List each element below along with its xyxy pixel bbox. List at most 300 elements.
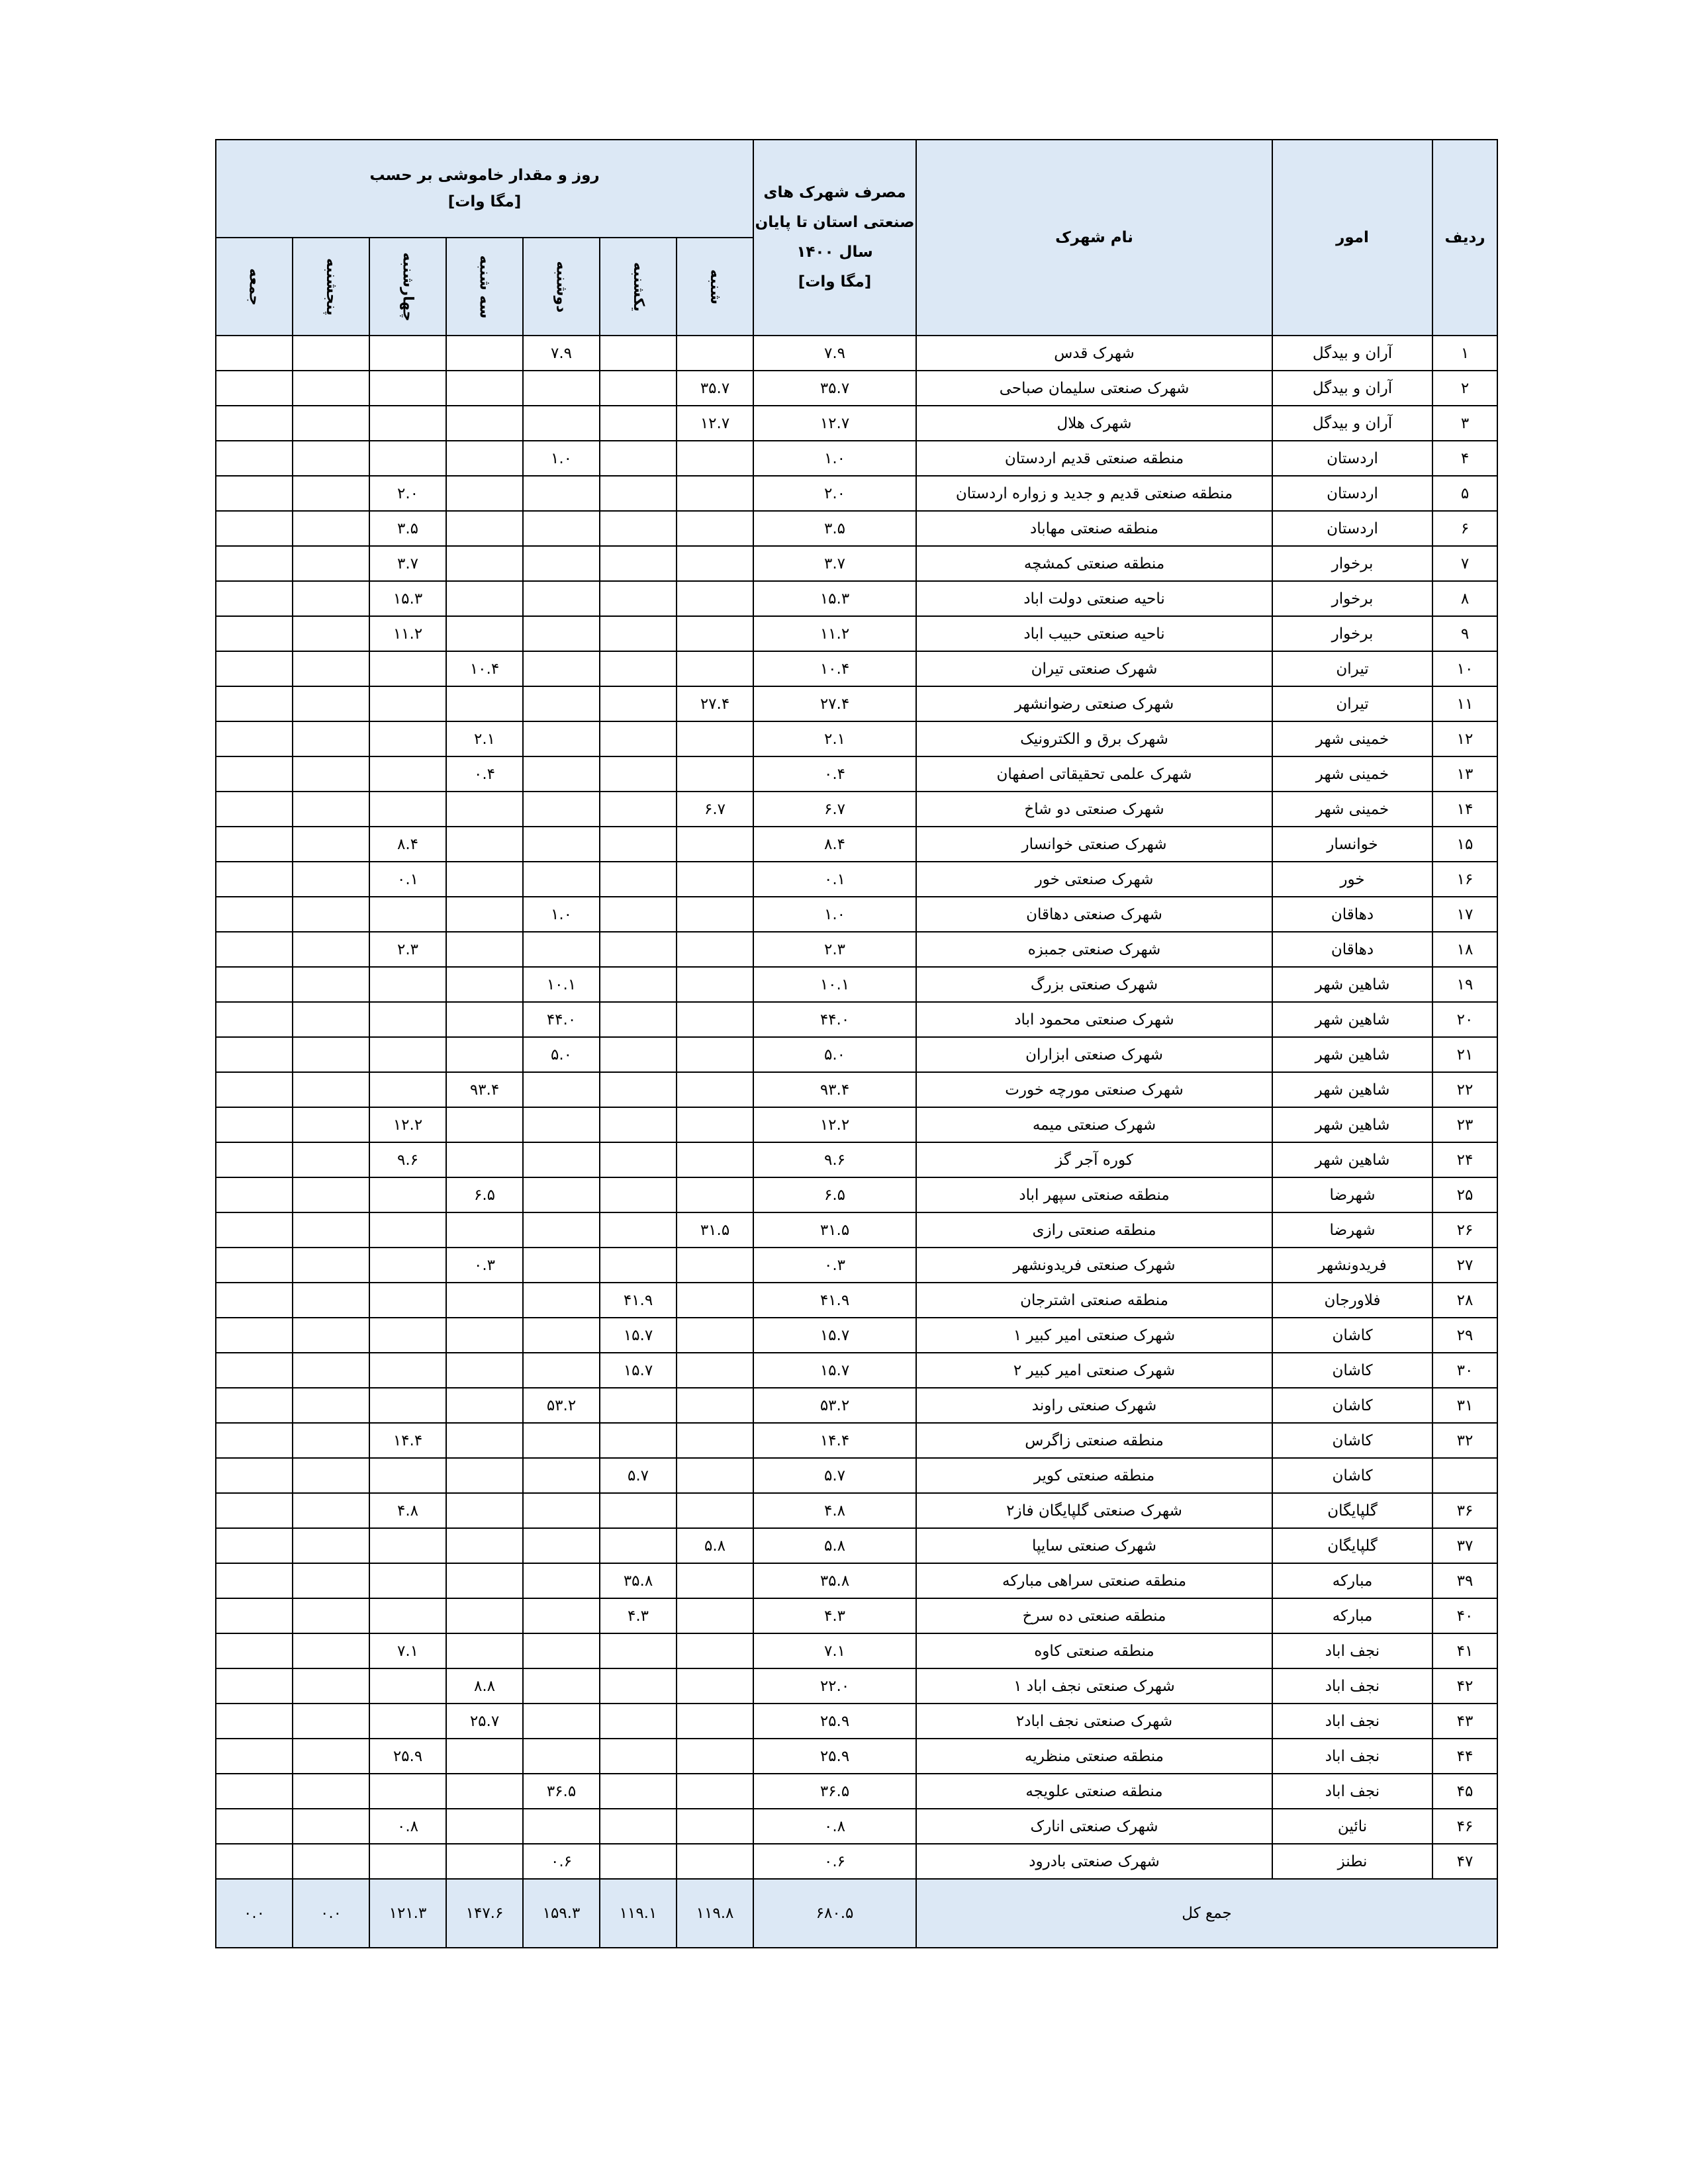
day-value-cell (216, 1248, 293, 1283)
day-value-cell: ۳۱.۵ (677, 1212, 753, 1248)
day-value-cell (216, 1388, 293, 1423)
day-value-cell (446, 1142, 523, 1177)
day-value-cell (523, 371, 600, 406)
day-value-cell (446, 1212, 523, 1248)
total-day-cell: ۰.۰ (216, 1879, 293, 1948)
day-value-cell (446, 932, 523, 967)
day-value-cell (216, 651, 293, 686)
table-row (216, 792, 1497, 827)
day-value-cell (523, 1423, 600, 1458)
consumption-header-line1: مصرف شهرک های (763, 184, 906, 202)
row-number-cell: ۲۷ (1432, 1248, 1497, 1283)
day-value-cell (446, 511, 523, 546)
affairs-cell: نجف اباد (1272, 1668, 1432, 1704)
day-header-label: دوشنبه (553, 261, 570, 313)
day-value-cell (600, 546, 677, 581)
row-number-cell: ۴۱ (1432, 1633, 1497, 1668)
day-value-cell (369, 897, 446, 932)
day-value-cell (600, 336, 677, 371)
day-value-cell (293, 1072, 369, 1107)
day-value-cell: ۱۵.۷ (600, 1318, 677, 1353)
consumption-cell: ۱۲.۲ (753, 1107, 916, 1142)
day-value-cell (369, 1248, 446, 1283)
consumption-header-line4: [مگا وات] (798, 273, 872, 291)
consumption-cell: ۷.۱ (753, 1633, 916, 1668)
day-value-cell: ۳۵.۷ (677, 371, 753, 406)
day-value-cell (293, 756, 369, 792)
day-value-cell (600, 721, 677, 756)
day-value-cell (293, 1458, 369, 1493)
affairs-cell: دهاقان (1272, 897, 1432, 932)
affairs-cell: فریدونشهر (1272, 1248, 1432, 1283)
row-number-cell: ۵ (1432, 476, 1497, 511)
day-value-cell (600, 1668, 677, 1704)
day-header (293, 238, 369, 336)
row-number-header: ردیف (1432, 140, 1497, 336)
day-value-cell (600, 1142, 677, 1177)
day-group-unit: [مگا وات] (447, 193, 522, 210)
day-value-cell (369, 1037, 446, 1072)
affairs-cell: گلپایگان (1272, 1493, 1432, 1528)
day-header (369, 238, 446, 336)
row-number-cell: ۳۹ (1432, 1563, 1497, 1598)
day-value-cell (677, 1142, 753, 1177)
day-value-cell (677, 967, 753, 1002)
table-row (216, 581, 1497, 616)
day-value-cell (446, 476, 523, 511)
day-value-cell (293, 686, 369, 721)
day-value-cell (600, 792, 677, 827)
row-number-cell: ۲۸ (1432, 1283, 1497, 1318)
day-value-cell (369, 1177, 446, 1212)
consumption-cell: ۱۵.۷ (753, 1353, 916, 1388)
day-value-cell (677, 1598, 753, 1633)
town-name-cell: شهرک صنعتی دهاقان (916, 897, 1272, 932)
day-value-cell (216, 897, 293, 932)
total-row (216, 1879, 1497, 1948)
day-value-cell (523, 476, 600, 511)
affairs-cell: نجف اباد (1272, 1633, 1432, 1668)
day-value-cell (216, 1212, 293, 1248)
day-value-cell: ۴.۳ (600, 1598, 677, 1633)
day-value-cell (600, 1212, 677, 1248)
day-value-cell (216, 967, 293, 1002)
day-value-cell (216, 511, 293, 546)
table-row (216, 967, 1497, 1002)
consumption-cell: ۲۷.۴ (753, 686, 916, 721)
table-row (216, 1668, 1497, 1704)
day-value-cell (216, 546, 293, 581)
day-value-cell (446, 897, 523, 932)
day-value-cell (446, 1423, 523, 1458)
day-value-cell (293, 1563, 369, 1598)
row-number-cell: ۳۷ (1432, 1528, 1497, 1563)
day-value-cell: ۱۵.۳ (369, 581, 446, 616)
day-value-cell (293, 1633, 369, 1668)
consumption-cell: ۳۵.۷ (753, 371, 916, 406)
day-value-cell (293, 1002, 369, 1037)
day-value-cell (293, 1142, 369, 1177)
day-value-cell (369, 1388, 446, 1423)
day-value-cell (446, 1388, 523, 1423)
row-number-cell: ۲ (1432, 371, 1497, 406)
day-value-cell (677, 756, 753, 792)
day-value-cell (216, 1353, 293, 1388)
row-number-cell: ۷ (1432, 546, 1497, 581)
day-value-cell (600, 686, 677, 721)
day-value-cell (293, 721, 369, 756)
consumption-cell: ۰.۸ (753, 1809, 916, 1844)
consumption-cell: ۱.۰ (753, 897, 916, 932)
consumption-cell: ۸.۴ (753, 827, 916, 862)
day-value-cell (216, 756, 293, 792)
day-value-cell (677, 1633, 753, 1668)
day-value-cell (523, 1563, 600, 1598)
day-value-cell (523, 1528, 600, 1563)
town-name-cell: شهرک صنعتی تیران (916, 651, 1272, 686)
affairs-cell: کاشان (1272, 1318, 1432, 1353)
day-value-cell: ۹۳.۴ (446, 1072, 523, 1107)
consumption-cell: ۱۴.۴ (753, 1423, 916, 1458)
town-name-cell: شهرک صنعتی امیر کبیر ۱ (916, 1318, 1272, 1353)
day-value-cell (293, 511, 369, 546)
affairs-cell: اردستان (1272, 441, 1432, 476)
town-name-cell: منطقه صنعتی کاوه (916, 1633, 1272, 1668)
day-value-cell (216, 792, 293, 827)
day-value-cell (216, 1633, 293, 1668)
day-value-cell (523, 1072, 600, 1107)
day-value-cell (677, 1037, 753, 1072)
day-value-cell (677, 1809, 753, 1844)
row-number-cell: ۱۱ (1432, 686, 1497, 721)
consumption-cell: ۲۲.۰ (753, 1668, 916, 1704)
town-name-cell: منطقه صنعتی قدیم اردستان (916, 441, 1272, 476)
day-value-cell: ۵.۷ (600, 1458, 677, 1493)
day-value-cell (293, 1704, 369, 1739)
day-value-cell (446, 1458, 523, 1493)
day-value-cell: ۴۱.۹ (600, 1283, 677, 1318)
affairs-cell: شاهین شهر (1272, 1037, 1432, 1072)
day-value-cell (600, 616, 677, 651)
day-value-cell (523, 1107, 600, 1142)
day-value-cell: ۵.۸ (677, 1528, 753, 1563)
day-header-label: پنجشنبه (322, 258, 340, 316)
day-value-cell (216, 1107, 293, 1142)
day-value-cell (216, 686, 293, 721)
town-name-cell: شهرک قدس (916, 336, 1272, 371)
row-number-cell: ۴ (1432, 441, 1497, 476)
affairs-cell: مبارکه (1272, 1563, 1432, 1598)
day-value-cell: ۲.۳ (369, 932, 446, 967)
town-name-cell: شهرک صنعتی خوانسار (916, 827, 1272, 862)
day-value-cell (523, 581, 600, 616)
day-value-cell: ۸.۴ (369, 827, 446, 862)
town-name-cell: منطقه صنعتی قدیم و جدید و زواره اردستان (916, 476, 1272, 511)
row-number-cell: ۸ (1432, 581, 1497, 616)
town-name-cell: شهرک صنعتی بادرود (916, 1844, 1272, 1879)
day-value-cell (677, 1283, 753, 1318)
affairs-cell: شاهین شهر (1272, 1072, 1432, 1107)
day-value-cell (369, 1774, 446, 1809)
town-name-cell: شهرک صنعتی دو شاخ (916, 792, 1272, 827)
table-row (216, 721, 1497, 756)
day-value-cell (677, 1704, 753, 1739)
day-value-cell (369, 1353, 446, 1388)
table-row (216, 1458, 1497, 1493)
table-row (216, 1598, 1497, 1633)
table-row (216, 1072, 1497, 1107)
day-value-cell: ۷.۹ (523, 336, 600, 371)
day-value-cell (446, 1107, 523, 1142)
day-value-cell (293, 1037, 369, 1072)
consumption-cell: ۵.۷ (753, 1458, 916, 1493)
day-value-cell (677, 1353, 753, 1388)
day-value-cell (523, 686, 600, 721)
row-number-cell: ۱۸ (1432, 932, 1497, 967)
day-value-cell (600, 1177, 677, 1212)
day-value-cell (216, 1423, 293, 1458)
day-value-cell: ۱۰.۱ (523, 967, 600, 1002)
row-number-cell: ۱ (1432, 336, 1497, 371)
day-value-cell (216, 1177, 293, 1212)
table-row (216, 1633, 1497, 1668)
table-row (216, 1774, 1497, 1809)
day-value-cell (677, 476, 753, 511)
day-value-cell (600, 827, 677, 862)
day-value-cell: ۱۲.۷ (677, 406, 753, 441)
total-day-cell: ۱۱۹.۱ (600, 1879, 677, 1948)
day-value-cell (677, 651, 753, 686)
row-number-cell: ۴۴ (1432, 1739, 1497, 1774)
day-value-cell (523, 792, 600, 827)
day-value-cell (216, 1844, 293, 1879)
table-row (216, 1107, 1497, 1142)
day-value-cell: ۵۳.۲ (523, 1388, 600, 1423)
day-value-cell: ۸.۸ (446, 1668, 523, 1704)
day-value-cell: ۱۲.۲ (369, 1107, 446, 1142)
day-header-label: جمعه (246, 268, 263, 306)
day-value-cell (446, 1598, 523, 1633)
day-value-cell (677, 1668, 753, 1704)
town-name-cell: شهرک هلال (916, 406, 1272, 441)
day-value-cell (293, 897, 369, 932)
day-value-cell (293, 1283, 369, 1318)
day-value-cell (369, 1072, 446, 1107)
day-value-cell (600, 1037, 677, 1072)
consumption-cell: ۱۰.۱ (753, 967, 916, 1002)
consumption-cell: ۱۲.۷ (753, 406, 916, 441)
day-value-cell (446, 1563, 523, 1598)
day-value-cell (369, 441, 446, 476)
day-value-cell (523, 756, 600, 792)
day-value-cell (293, 1248, 369, 1283)
day-value-cell: ۲۵.۹ (369, 1739, 446, 1774)
day-value-cell (369, 1458, 446, 1493)
day-value-cell (293, 476, 369, 511)
day-value-cell (600, 1388, 677, 1423)
affairs-cell: گلپایگان (1272, 1528, 1432, 1563)
town-name-cell: شهرک صنعتی فریدونشهر (916, 1248, 1272, 1283)
day-value-cell (216, 721, 293, 756)
day-value-cell (293, 1809, 369, 1844)
day-value-cell (216, 1668, 293, 1704)
day-value-cell: ۰.۴ (446, 756, 523, 792)
table-row (216, 1002, 1497, 1037)
affairs-cell: برخوار (1272, 616, 1432, 651)
day-value-cell (369, 1704, 446, 1739)
header-row-top (216, 140, 1497, 238)
affairs-cell: شاهین شهر (1272, 1107, 1432, 1142)
day-value-cell (216, 827, 293, 862)
row-number-cell: ۴۲ (1432, 1668, 1497, 1704)
town-name-cell: شهرک صنعتی انارک (916, 1809, 1272, 1844)
day-value-cell (677, 1458, 753, 1493)
day-value-cell (446, 581, 523, 616)
row-number-cell: ۲۵ (1432, 1177, 1497, 1212)
day-value-cell (293, 1493, 369, 1528)
row-number-cell: ۳۶ (1432, 1493, 1497, 1528)
day-value-cell (600, 967, 677, 1002)
day-value-cell (600, 1774, 677, 1809)
day-value-cell: ۳۶.۵ (523, 1774, 600, 1809)
day-value-cell (369, 371, 446, 406)
day-header (216, 238, 293, 336)
consumption-cell: ۹۳.۴ (753, 1072, 916, 1107)
day-value-cell (677, 511, 753, 546)
consumption-cell: ۰.۳ (753, 1248, 916, 1283)
day-value-cell (216, 1458, 293, 1493)
town-name-cell: شهرک صنعتی راوند (916, 1388, 1272, 1423)
consumption-cell: ۰.۶ (753, 1844, 916, 1879)
town-name-cell: شهرک صنعتی سلیمان صباحی (916, 371, 1272, 406)
day-value-cell (369, 1844, 446, 1879)
town-name-cell: شهرک صنعتی جمبزه (916, 932, 1272, 967)
town-name-cell: شهرک صنعتی محمود اباد (916, 1002, 1272, 1037)
day-value-cell: ۲۵.۷ (446, 1704, 523, 1739)
day-value-cell (600, 1739, 677, 1774)
table-row (216, 336, 1497, 371)
day-value-cell (446, 862, 523, 897)
town-name-cell: منطقه صنعتی کمشچه (916, 546, 1272, 581)
total-day-cell: ۱۱۹.۸ (677, 1879, 753, 1948)
table-row (216, 1704, 1497, 1739)
table-row (216, 1388, 1497, 1423)
day-value-cell: ۰.۶ (523, 1844, 600, 1879)
day-value-cell (600, 1072, 677, 1107)
table-row (216, 1844, 1497, 1879)
day-value-cell (216, 1072, 293, 1107)
day-value-cell (600, 1002, 677, 1037)
consumption-cell: ۳۶.۵ (753, 1774, 916, 1809)
consumption-cell: ۵۳.۲ (753, 1388, 916, 1423)
day-value-cell (523, 827, 600, 862)
consumption-cell: ۱۱.۲ (753, 616, 916, 651)
town-name-cell: کوره آجر گز (916, 1142, 1272, 1177)
day-value-cell (600, 1844, 677, 1879)
row-number-cell: ۲۴ (1432, 1142, 1497, 1177)
table-row (216, 1739, 1497, 1774)
row-number-cell: ۱۶ (1432, 862, 1497, 897)
day-value-cell (293, 1598, 369, 1633)
day-value-cell (523, 1318, 600, 1353)
day-value-cell: ۶.۵ (446, 1177, 523, 1212)
day-value-cell (600, 371, 677, 406)
row-number-cell: ۱۹ (1432, 967, 1497, 1002)
day-value-cell (293, 371, 369, 406)
row-number-cell: ۳۱ (1432, 1388, 1497, 1423)
day-value-cell (523, 1458, 600, 1493)
day-value-cell (523, 1598, 600, 1633)
affairs-cell: اردستان (1272, 476, 1432, 511)
day-value-cell (369, 1318, 446, 1353)
town-name-cell: منطقه صنعتی رازی (916, 1212, 1272, 1248)
day-value-cell (216, 406, 293, 441)
day-value-cell (677, 1177, 753, 1212)
day-value-cell (600, 897, 677, 932)
day-value-cell (369, 651, 446, 686)
row-number-cell: ۱۰ (1432, 651, 1497, 686)
day-value-cell (216, 1142, 293, 1177)
day-value-cell: ۲۷.۴ (677, 686, 753, 721)
day-value-cell (523, 1739, 600, 1774)
table-row (216, 1037, 1497, 1072)
table-row (216, 1142, 1497, 1177)
day-value-cell (446, 371, 523, 406)
day-value-cell (446, 967, 523, 1002)
day-value-cell (523, 1668, 600, 1704)
day-header-label: سه شنبه (476, 255, 493, 319)
affairs-cell: اردستان (1272, 511, 1432, 546)
consumption-cell: ۰.۴ (753, 756, 916, 792)
day-value-cell (293, 1353, 369, 1388)
row-number-cell: ۴۵ (1432, 1774, 1497, 1809)
day-value-cell: ۱۰.۴ (446, 651, 523, 686)
day-value-cell (600, 1528, 677, 1563)
day-value-cell (677, 616, 753, 651)
day-value-cell (446, 1844, 523, 1879)
day-value-cell (293, 1318, 369, 1353)
day-header (677, 238, 753, 336)
consumption-cell: ۳.۷ (753, 546, 916, 581)
table-row (216, 1212, 1497, 1248)
day-value-cell: ۷.۱ (369, 1633, 446, 1668)
day-value-cell (600, 1107, 677, 1142)
day-value-cell: ۱۱.۲ (369, 616, 446, 651)
affairs-cell: نائین (1272, 1809, 1432, 1844)
day-value-cell: ۴۴.۰ (523, 1002, 600, 1037)
table-row (216, 1528, 1497, 1563)
affairs-cell: خمینی شهر (1272, 756, 1432, 792)
day-value-cell (677, 932, 753, 967)
total-day-cell: ۱۴۷.۶ (446, 1879, 523, 1948)
day-value-cell: ۱.۰ (523, 441, 600, 476)
affairs-cell: کاشان (1272, 1423, 1432, 1458)
day-value-cell (600, 1493, 677, 1528)
table-row (216, 897, 1497, 932)
row-number-cell: ۱۳ (1432, 756, 1497, 792)
day-value-cell (523, 1353, 600, 1388)
consumption-cell: ۱۵.۳ (753, 581, 916, 616)
consumption-cell: ۳۵.۸ (753, 1563, 916, 1598)
day-value-cell (523, 616, 600, 651)
day-value-cell (523, 1809, 600, 1844)
day-value-cell (677, 441, 753, 476)
row-number-cell: ۲۹ (1432, 1318, 1497, 1353)
day-value-cell (216, 1704, 293, 1739)
day-value-cell (523, 651, 600, 686)
table-row (216, 686, 1497, 721)
table-row (216, 1423, 1497, 1458)
